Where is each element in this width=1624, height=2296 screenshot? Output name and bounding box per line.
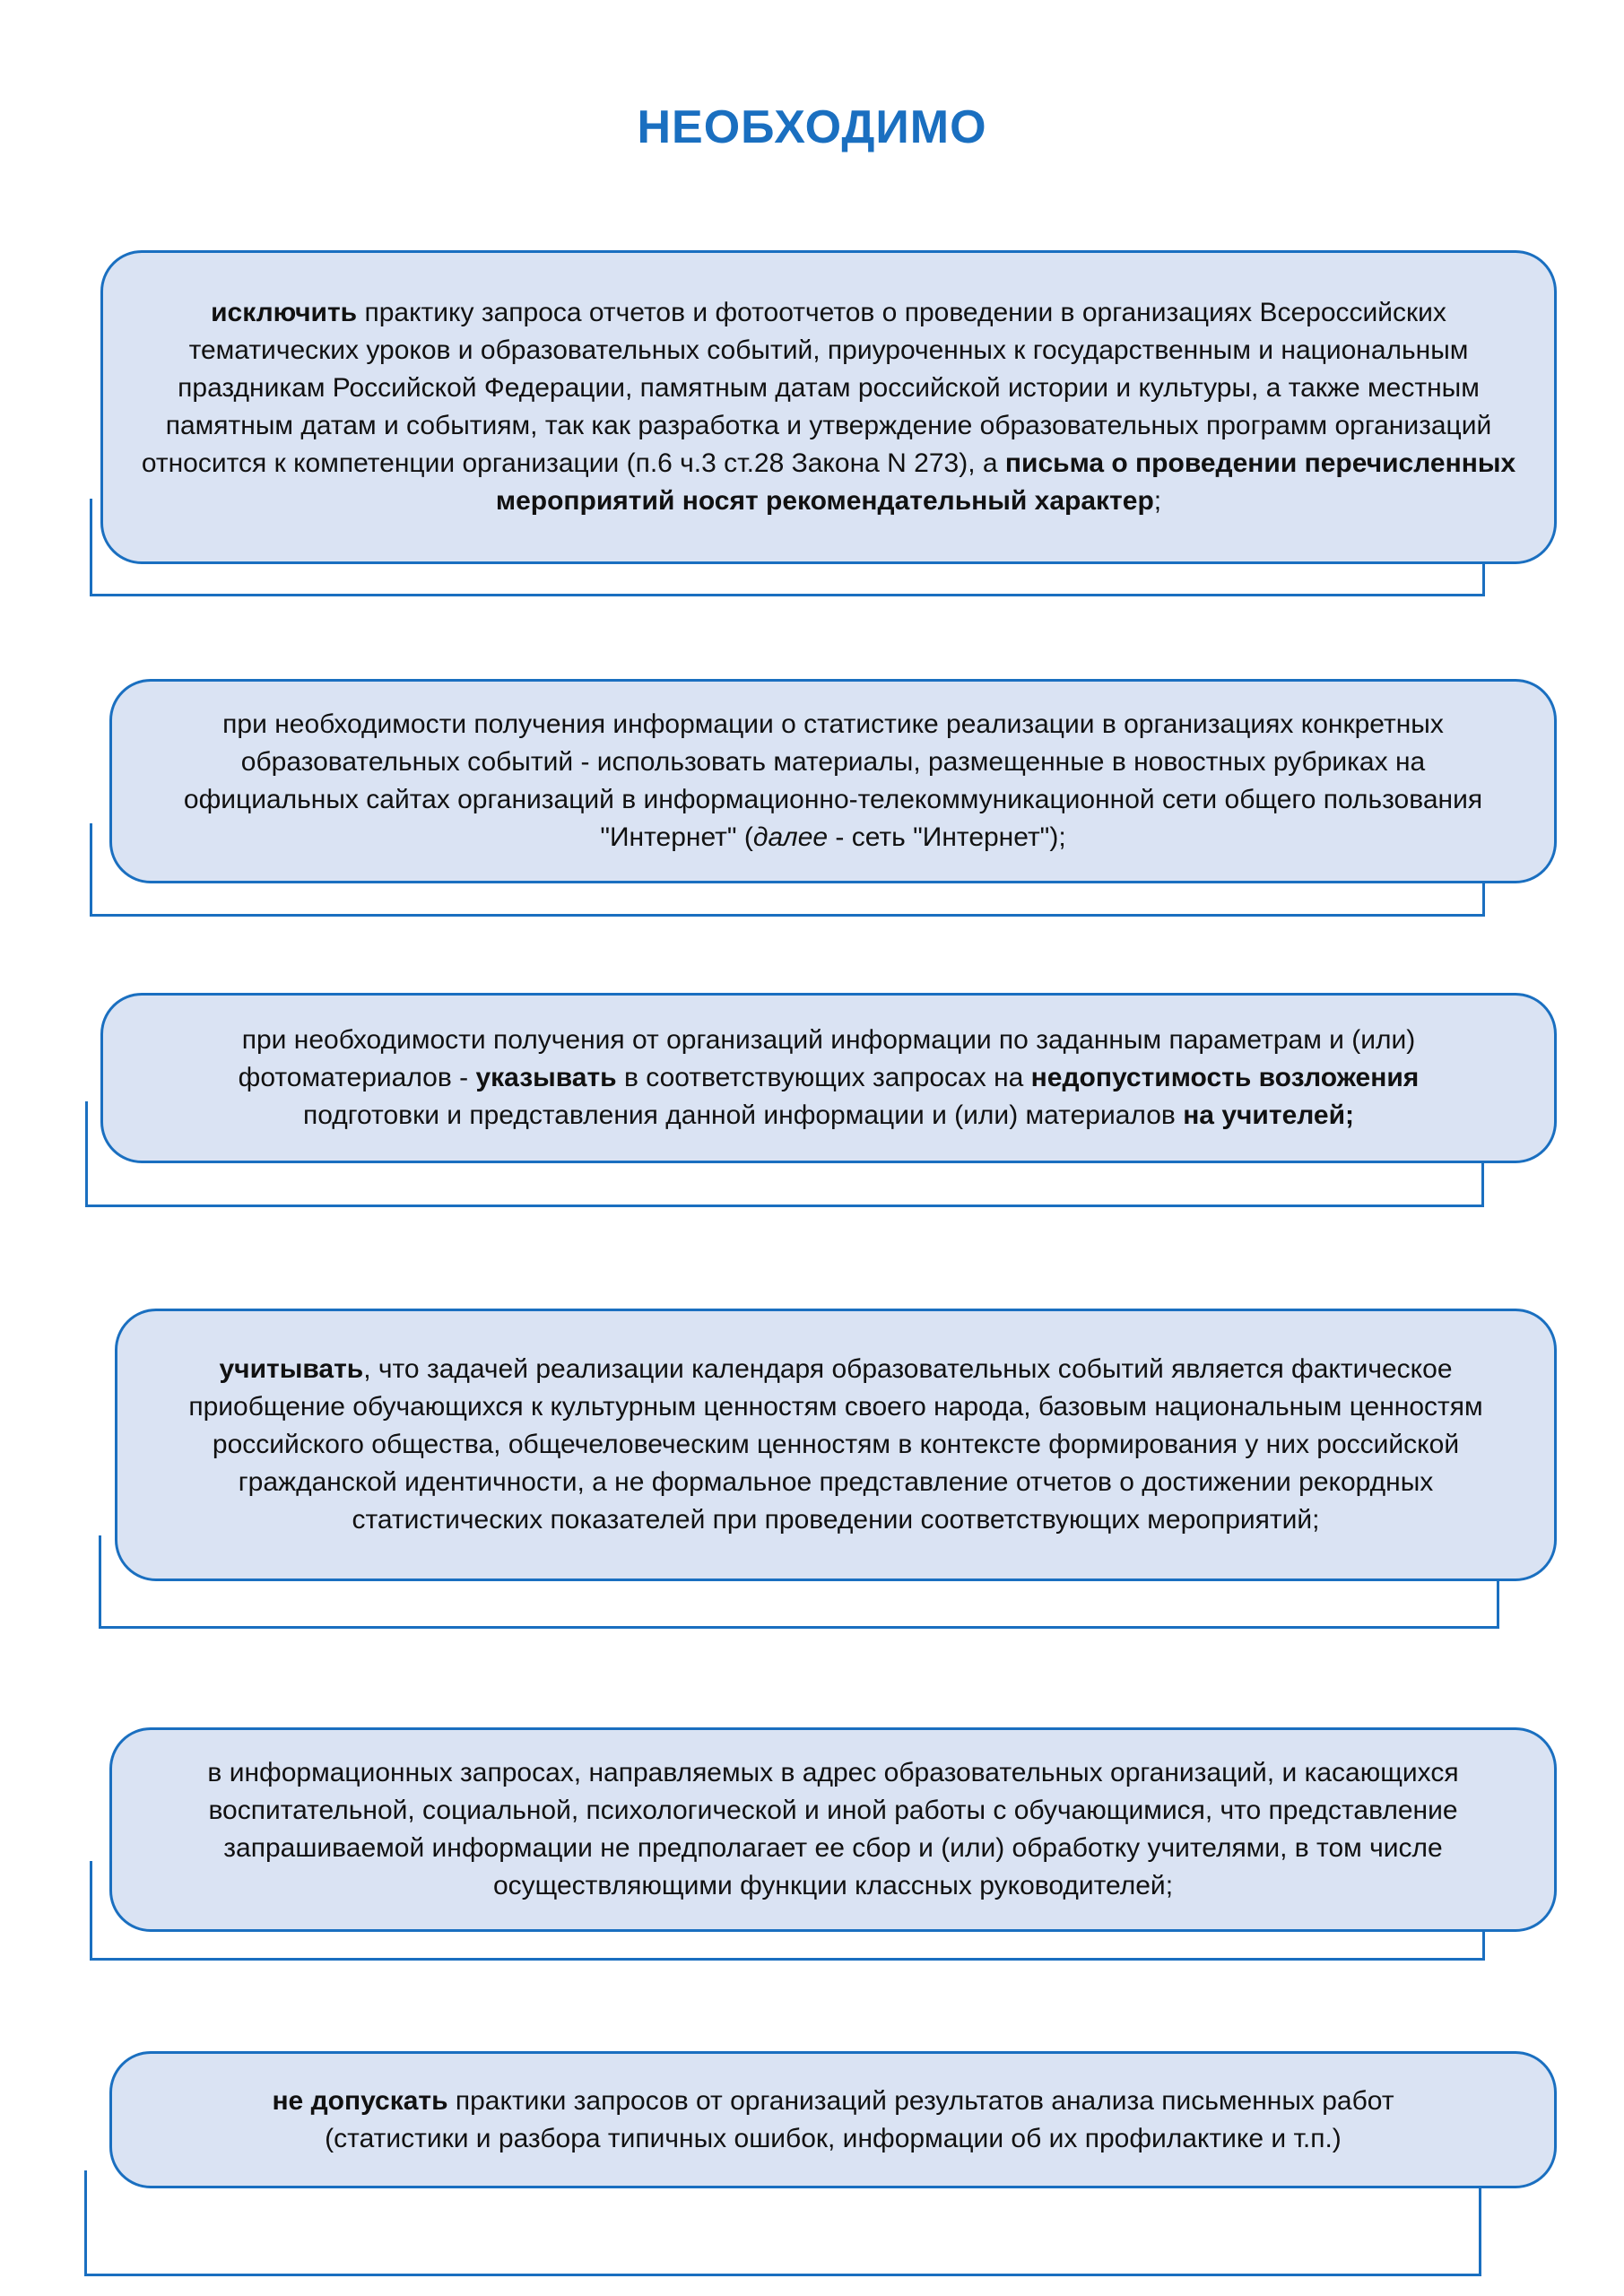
text-segment: исключить bbox=[211, 298, 358, 327]
info-block-1 bbox=[100, 250, 1557, 564]
text-segment: - сеть "Интернет"); bbox=[828, 822, 1066, 852]
text-segment: письма о проведении перечисленных мероприятий носят рекомендательный характер bbox=[495, 448, 1516, 516]
text-segment: на учителей; bbox=[1183, 1100, 1355, 1130]
info-block-2 bbox=[109, 679, 1557, 883]
text-segment: недопустимость возложения bbox=[1030, 1063, 1420, 1092]
text-segment: подготовки и представления данной информации и (или) материалов bbox=[302, 1100, 1184, 1130]
block-text-3 bbox=[175, 1022, 1482, 1135]
block-text-5 bbox=[166, 1754, 1500, 1905]
text-segment: учитывать bbox=[219, 1354, 364, 1384]
info-block-6 bbox=[109, 2051, 1557, 2188]
block-text-2 bbox=[157, 706, 1509, 857]
text-segment: ; bbox=[1153, 486, 1162, 516]
page-title: НЕОБХОДИМО bbox=[637, 101, 987, 153]
text-segment: , что задачей реализации календаря образовательных событий является фактическое приобщение обучающихся к культурным ценностям своего народа, базовым национальным ценностям российского общества, общечеловеческим ценностям в контексте формирования у них российской гражданской идентичности, а не формальное представление отчетов о достижении рекордных статистических показателей при проведении соответствующих мероприятий; bbox=[188, 1354, 1483, 1535]
text-segment: указывать bbox=[475, 1063, 617, 1092]
text-segment: при необходимости получения от организаций информации по заданным параметрам и (или) фотоматериалов - bbox=[238, 1025, 1416, 1092]
block-text-4 bbox=[180, 1351, 1491, 1539]
info-block-5 bbox=[109, 1727, 1557, 1932]
text-segment: далее bbox=[752, 822, 829, 852]
block-text-1 bbox=[139, 294, 1518, 520]
text-segment: практики запросов от организаций результатов анализа письменных работ (статистики и разбора типичных ошибок, информации об их профилактике и т.п.) bbox=[325, 2085, 1394, 2153]
block-text-6 bbox=[238, 2083, 1429, 2158]
info-block-4 bbox=[115, 1309, 1557, 1581]
text-segment: в соответствующих запросах на bbox=[616, 1063, 1031, 1092]
text-segment: практику запроса отчетов и фотоотчетов о проведении в организациях Всероссийских тематических уроков и образовательных событий, приуроченных к государственным и национальным праздникам Российской Федерации, памятным датам российской истории и культуры, а также местным памятным датам и событиям, так как разработка и утверждение образовательных программ организаций относится к компетенции организации (п.6 ч.3 ст.28 Закона N 273), а bbox=[141, 298, 1492, 478]
text-segment: при необходимости получения информации о статистике реализации в организациях конкретных образовательных событий - использовать материалы, размещенные в новостных рубриках на официальных сайтах организаций в информационно-телекоммуникационной сети общего пользования "Интернет" ( bbox=[183, 709, 1483, 852]
text-segment: не допускать bbox=[272, 2085, 448, 2116]
info-block-3 bbox=[100, 993, 1557, 1163]
text-segment: в информационных запросах, направляемых в адрес образовательных организаций, и касающихся воспитательной, социальной, психологической и иной работы с обучающимися, что представление запрашиваемой информации не предполагает ее сбор и (или) обработку учителями, в том числе осуществляющими функции классных руководителей; bbox=[207, 1758, 1459, 1900]
